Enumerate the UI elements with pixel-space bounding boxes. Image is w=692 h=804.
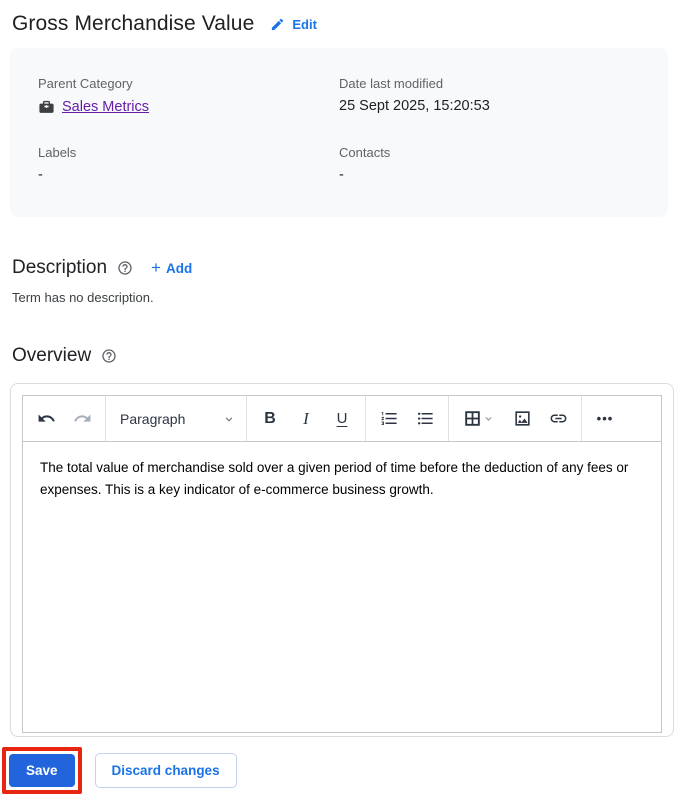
more-options-icon: ••• [596, 411, 614, 426]
annotation-highlight-box [2, 747, 82, 794]
insert-link-button[interactable] [541, 402, 575, 436]
field-label: Parent Category [38, 76, 133, 91]
add-button-label: Add [165, 260, 193, 276]
description-heading: Description [12, 257, 108, 278]
underline-icon: U [336, 410, 348, 427]
numbered-list-button[interactable] [372, 402, 406, 436]
help-icon[interactable] [101, 348, 117, 364]
add-description-button[interactable] [151, 257, 193, 277]
edit-button-label: Edit [292, 16, 317, 32]
underline-button[interactable] [325, 402, 359, 436]
insert-image-button[interactable] [505, 402, 539, 436]
numbered-list-icon [380, 409, 399, 428]
labels-value: - [38, 167, 43, 183]
field-label: Labels [38, 145, 77, 160]
plus-icon: + [151, 257, 161, 277]
metadata-field-contacts [339, 145, 640, 183]
redo-button[interactable] [65, 402, 99, 436]
overview-editor [10, 383, 674, 737]
overview-heading: Overview [12, 345, 92, 366]
editor-toolbar [22, 395, 662, 442]
italic-icon: I [303, 408, 309, 428]
italic-button[interactable] [289, 402, 323, 436]
save-button[interactable]: Save [9, 754, 75, 787]
metadata-field-date-modified [339, 76, 640, 115]
field-label: Contacts [339, 145, 391, 160]
bold-icon: B [264, 409, 276, 427]
pencil-icon [270, 17, 285, 32]
bold-button[interactable] [253, 402, 287, 436]
image-icon [513, 409, 532, 428]
paragraph-dropdown-label: Paragraph [120, 410, 186, 427]
chevron-down-icon [222, 412, 236, 426]
redo-icon [73, 409, 92, 428]
overview-text: The total value of merchandise sold over a given period of time before the deduction of any fees or expenses. This is a key indicator of e-commerce business growth. [40, 460, 629, 497]
link-icon [549, 409, 568, 428]
contacts-value: - [339, 167, 344, 183]
category-icon [38, 98, 55, 115]
overview-section [10, 345, 678, 737]
undo-button[interactable] [29, 402, 63, 436]
page-title: Gross Merchandise Value [12, 12, 255, 35]
action-bar [2, 747, 678, 794]
date-modified-value: 25 Sept 2025, 15:20:53 [339, 98, 490, 114]
chevron-down-icon [482, 412, 495, 425]
metadata-card [10, 48, 668, 217]
metadata-field-labels [38, 145, 339, 183]
help-icon[interactable] [117, 260, 133, 276]
parent-category-link[interactable]: Sales Metrics [62, 98, 150, 115]
discard-changes-button[interactable]: Discard changes [95, 753, 237, 788]
paragraph-style-dropdown[interactable] [112, 402, 240, 436]
undo-icon [37, 409, 56, 428]
page-header [12, 12, 678, 36]
table-icon [463, 409, 482, 428]
description-empty-text: Term has no description. [12, 290, 154, 305]
insert-table-button[interactable] [455, 402, 503, 436]
bulleted-list-icon [416, 409, 435, 428]
more-options-button[interactable] [588, 402, 622, 436]
editor-content-area[interactable] [22, 442, 662, 733]
bulleted-list-button[interactable] [408, 402, 442, 436]
edit-button[interactable] [270, 17, 317, 32]
metadata-field-parent-category [38, 76, 339, 115]
field-label: Date last modified [339, 76, 444, 91]
description-section [10, 257, 678, 305]
